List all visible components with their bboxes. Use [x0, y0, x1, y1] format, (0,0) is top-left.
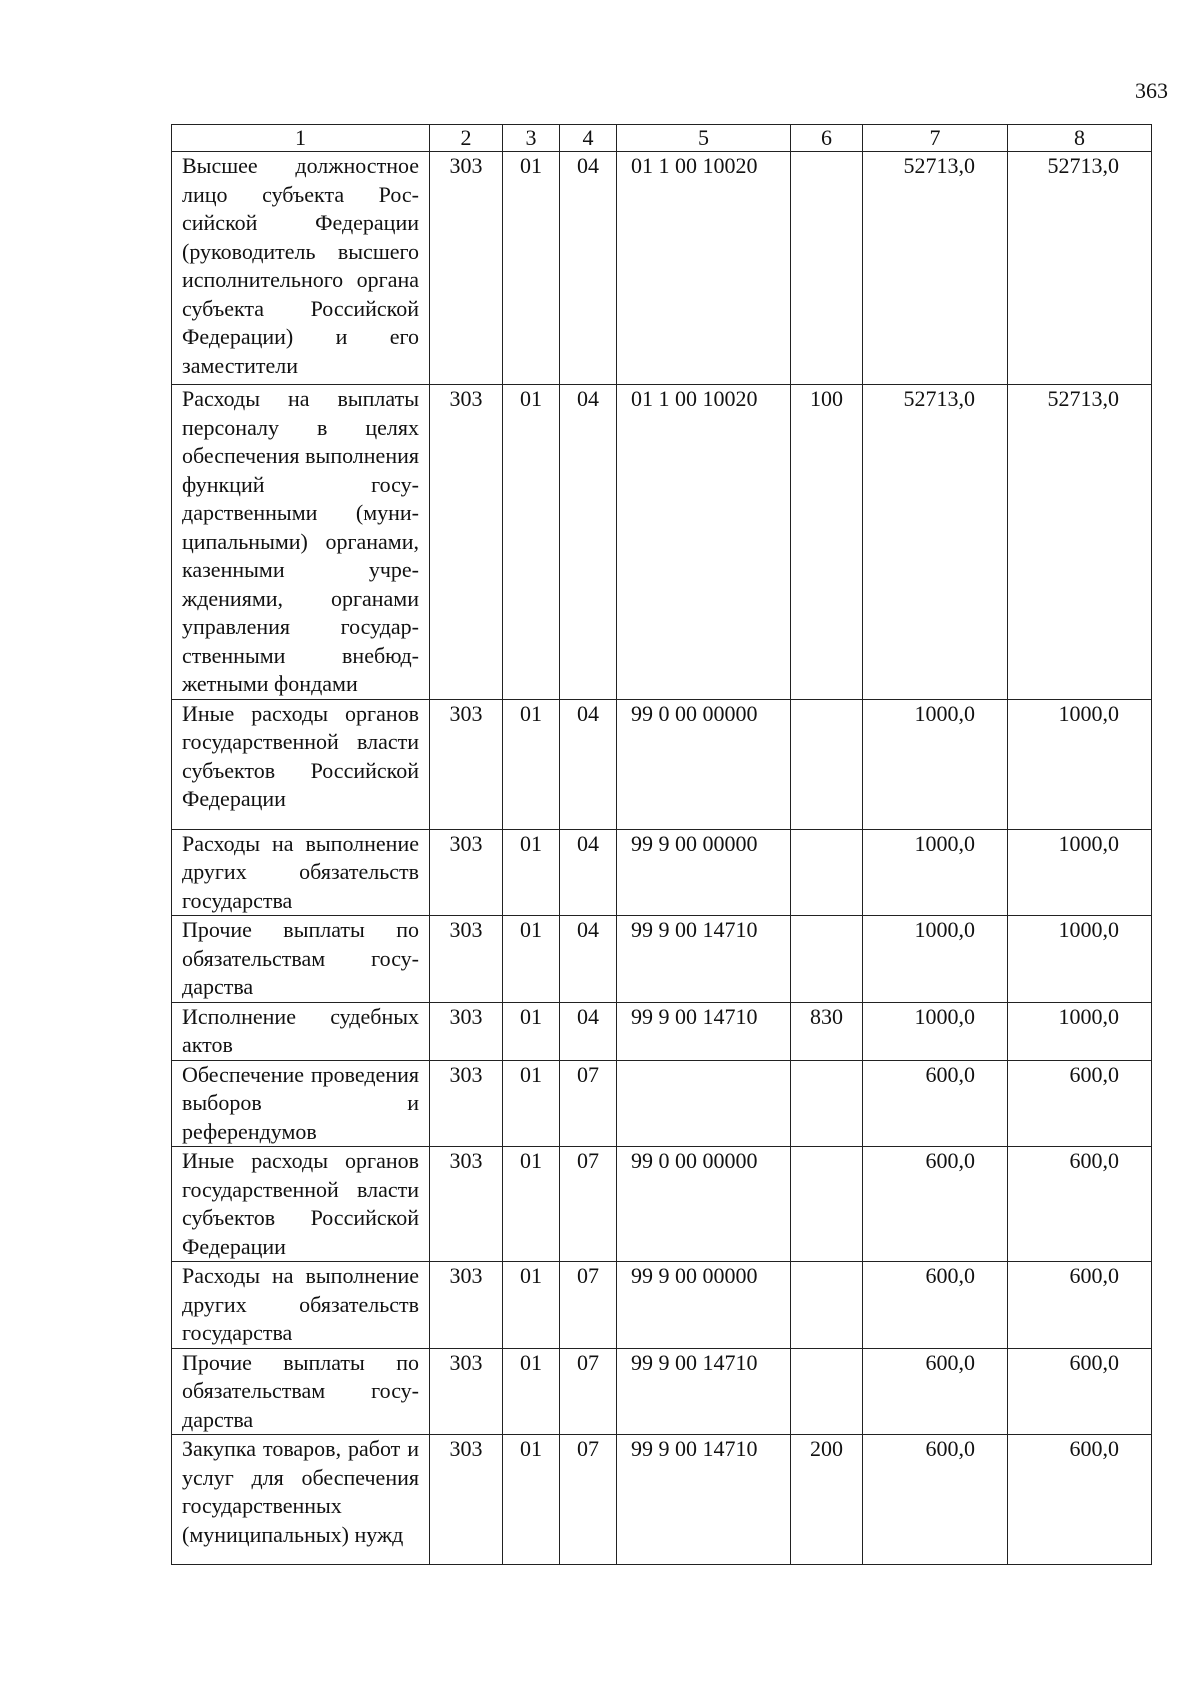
expense-type-cell — [791, 1348, 863, 1435]
subsection-code-cell: 07 — [560, 1348, 617, 1435]
expense-type-cell: 200 — [791, 1435, 863, 1565]
amount-cell-col8: 600,0 — [1008, 1147, 1152, 1262]
section-code-cell: 01 — [503, 1435, 560, 1565]
target-article-cell: 99 0 00 00000 — [617, 699, 791, 829]
column-header: 4 — [560, 125, 617, 152]
expense-type-cell — [791, 829, 863, 916]
amount-cell-col8: 1000,0 — [1008, 699, 1152, 829]
expense-name-cell: Иные расходы органов государственной власти субъектов Российской Федерации — [172, 699, 430, 829]
expense-type-cell — [791, 1262, 863, 1349]
ministry-code-cell: 303 — [430, 1060, 503, 1147]
table-row — [172, 1060, 1152, 1147]
ministry-code-cell: 303 — [430, 1435, 503, 1565]
column-number-row — [172, 125, 1152, 152]
column-header: 6 — [791, 125, 863, 152]
expense-name-cell: Закупка товаров, работ и услуг для обеспечения государственных (муниципальных) нужд — [172, 1435, 430, 1565]
subsection-code-cell: 04 — [560, 152, 617, 385]
table-row — [172, 1147, 1152, 1262]
amount-cell-col8: 52713,0 — [1008, 385, 1152, 700]
section-code-cell: 01 — [503, 1002, 560, 1060]
column-header: 2 — [430, 125, 503, 152]
expense-type-cell — [791, 1147, 863, 1262]
expense-type-cell: 100 — [791, 385, 863, 700]
target-article-cell: 99 9 00 00000 — [617, 829, 791, 916]
amount-cell-col7: 600,0 — [863, 1348, 1008, 1435]
column-header: 5 — [617, 125, 791, 152]
target-article-cell: 99 9 00 14710 — [617, 1348, 791, 1435]
table-row — [172, 1002, 1152, 1060]
expense-type-cell — [791, 1060, 863, 1147]
subsection-code-cell: 07 — [560, 1060, 617, 1147]
section-code-cell: 01 — [503, 1147, 560, 1262]
amount-cell-col8: 52713,0 — [1008, 152, 1152, 385]
amount-cell-col8: 1000,0 — [1008, 1002, 1152, 1060]
column-header: 1 — [172, 125, 430, 152]
ministry-code-cell: 303 — [430, 385, 503, 700]
amount-cell-col8: 600,0 — [1008, 1262, 1152, 1349]
expense-name-cell: Расходы на выплаты персоналу в целях обеспечения выполнения функций государственными (муниципальными) органами, казенными учреждениями, органами управления государственными внебюджетными фондами — [172, 385, 430, 700]
subsection-code-cell: 07 — [560, 1147, 617, 1262]
amount-cell-col7: 52713,0 — [863, 152, 1008, 385]
expense-name-cell: Прочие выплаты по обязательствам государства — [172, 1348, 430, 1435]
table-row — [172, 829, 1152, 916]
amount-cell-col7: 600,0 — [863, 1147, 1008, 1262]
subsection-code-cell: 04 — [560, 1002, 617, 1060]
target-article-cell: 99 0 00 00000 — [617, 1147, 791, 1262]
expense-name-cell: Обеспечение проведения выборов и референдумов — [172, 1060, 430, 1147]
section-code-cell: 01 — [503, 916, 560, 1003]
ministry-code-cell: 303 — [430, 1147, 503, 1262]
page-number: 363 — [1135, 78, 1168, 103]
table-row — [172, 152, 1152, 385]
target-article-cell: 99 9 00 14710 — [617, 916, 791, 1003]
table-row — [172, 1262, 1152, 1349]
ministry-code-cell: 303 — [430, 829, 503, 916]
subsection-code-cell: 04 — [560, 385, 617, 700]
amount-cell-col8: 600,0 — [1008, 1435, 1152, 1565]
expense-type-cell — [791, 152, 863, 385]
amount-cell-col8: 600,0 — [1008, 1348, 1152, 1435]
amount-cell-col8: 1000,0 — [1008, 916, 1152, 1003]
section-code-cell: 01 — [503, 385, 560, 700]
subsection-code-cell: 07 — [560, 1435, 617, 1565]
section-code-cell: 01 — [503, 829, 560, 916]
expense-type-cell — [791, 699, 863, 829]
column-header: 7 — [863, 125, 1008, 152]
ministry-code-cell: 303 — [430, 1262, 503, 1349]
amount-cell-col7: 600,0 — [863, 1060, 1008, 1147]
section-code-cell: 01 — [503, 1348, 560, 1435]
target-article-cell: 99 9 00 14710 — [617, 1002, 791, 1060]
table-row — [172, 1435, 1152, 1565]
target-article-cell: 99 9 00 14710 — [617, 1435, 791, 1565]
ministry-code-cell: 303 — [430, 916, 503, 1003]
target-article-cell: 01 1 00 10020 — [617, 385, 791, 700]
expense-name-cell: Прочие выплаты по обязательствам государства — [172, 916, 430, 1003]
amount-cell-col8: 1000,0 — [1008, 829, 1152, 916]
section-code-cell: 01 — [503, 1262, 560, 1349]
amount-cell-col7: 1000,0 — [863, 1002, 1008, 1060]
expense-name-cell: Высшее должностное лицо субъекта Российской Федерации (руководитель высшего исполнительного органа субъекта Российской Федерации) и его заместители — [172, 152, 430, 385]
column-header: 8 — [1008, 125, 1152, 152]
table-row — [172, 699, 1152, 829]
amount-cell-col7: 600,0 — [863, 1435, 1008, 1565]
expense-type-cell — [791, 916, 863, 1003]
section-code-cell: 01 — [503, 1060, 560, 1147]
expense-name-cell: Расходы на выполнение других обязательств государства — [172, 829, 430, 916]
section-code-cell: 01 — [503, 152, 560, 385]
ministry-code-cell: 303 — [430, 699, 503, 829]
table-row — [172, 916, 1152, 1003]
table-row — [172, 385, 1152, 700]
target-article-cell: 99 9 00 00000 — [617, 1262, 791, 1349]
subsection-code-cell: 04 — [560, 699, 617, 829]
target-article-cell: 01 1 00 10020 — [617, 152, 791, 385]
amount-cell-col7: 600,0 — [863, 1262, 1008, 1349]
table-row — [172, 1348, 1152, 1435]
amount-cell-col7: 1000,0 — [863, 916, 1008, 1003]
expense-type-cell: 830 — [791, 1002, 863, 1060]
section-code-cell: 01 — [503, 699, 560, 829]
expense-name-cell: Иные расходы органов государственной власти субъектов Российской Федерации — [172, 1147, 430, 1262]
column-header: 3 — [503, 125, 560, 152]
ministry-code-cell: 303 — [430, 1348, 503, 1435]
subsection-code-cell: 04 — [560, 916, 617, 1003]
target-article-cell — [617, 1060, 791, 1147]
expense-name-cell: Расходы на выполнение других обязательств государства — [172, 1262, 430, 1349]
subsection-code-cell: 04 — [560, 829, 617, 916]
expense-name-cell: Исполнение судебных актов — [172, 1002, 430, 1060]
subsection-code-cell: 07 — [560, 1262, 617, 1349]
budget-table — [171, 124, 1152, 1565]
ministry-code-cell: 303 — [430, 152, 503, 385]
amount-cell-col7: 1000,0 — [863, 699, 1008, 829]
amount-cell-col8: 600,0 — [1008, 1060, 1152, 1147]
amount-cell-col7: 1000,0 — [863, 829, 1008, 916]
ministry-code-cell: 303 — [430, 1002, 503, 1060]
amount-cell-col7: 52713,0 — [863, 385, 1008, 700]
